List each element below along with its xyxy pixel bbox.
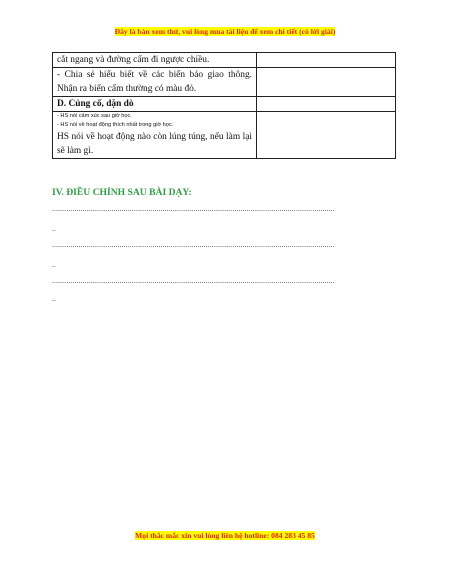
section-title: IV. ĐIỀU CHỈNH SAU BÀI DẠY:	[52, 187, 192, 198]
dotted-line: ..	[52, 225, 57, 233]
hotline-text: Mọi thắc mắc xin vui lòng liên hệ hotline: 084 283 45 85	[135, 531, 315, 540]
table-cell-notes	[257, 68, 396, 97]
table-cell-notes	[257, 53, 396, 68]
table-cell-notes	[257, 112, 396, 159]
dotted-line: ..........................................................................................................................................	[52, 241, 335, 249]
table-row	[53, 97, 396, 112]
table-row	[53, 68, 396, 97]
preview-notice-text: Đây là bản xem thử, vui lòng mua tài liệu để xem chi tiết (có lời giải)	[114, 27, 336, 36]
hotline-footer	[0, 531, 450, 540]
section-heading-consolidation: D. Củng cố, dặn dò	[53, 97, 257, 112]
dotted-line: ..........................................................................................................................................	[52, 277, 335, 285]
table-cell-notes	[257, 97, 396, 112]
dotted-line: ..	[52, 295, 57, 303]
small-note-line: - HS nói về hoạt động thích nhất trong giờ học.	[57, 122, 174, 128]
table-row	[53, 112, 396, 159]
preview-notice-banner	[0, 27, 450, 36]
lesson-activity-table	[52, 52, 396, 159]
table-row	[53, 53, 396, 68]
dotted-line: ..	[52, 261, 57, 269]
small-note-line: - HS nói cảm xúc sau giờ học.	[57, 113, 132, 119]
table-cell-body-text: HS nói về hoạt động nào còn lúng túng, nếu làm lại sẽ làm gì.	[57, 132, 252, 156]
table-cell-activity	[53, 112, 257, 159]
dotted-line: ..........................................................................................................................................	[52, 205, 335, 213]
table-cell-activity: cắt ngang và đường cấm đi ngược chiều.	[53, 53, 257, 68]
table-cell-activity: - Chia sẻ hiểu biết về các biển báo giao thông. Nhận ra biển cấm thường có màu đỏ.	[53, 68, 257, 97]
